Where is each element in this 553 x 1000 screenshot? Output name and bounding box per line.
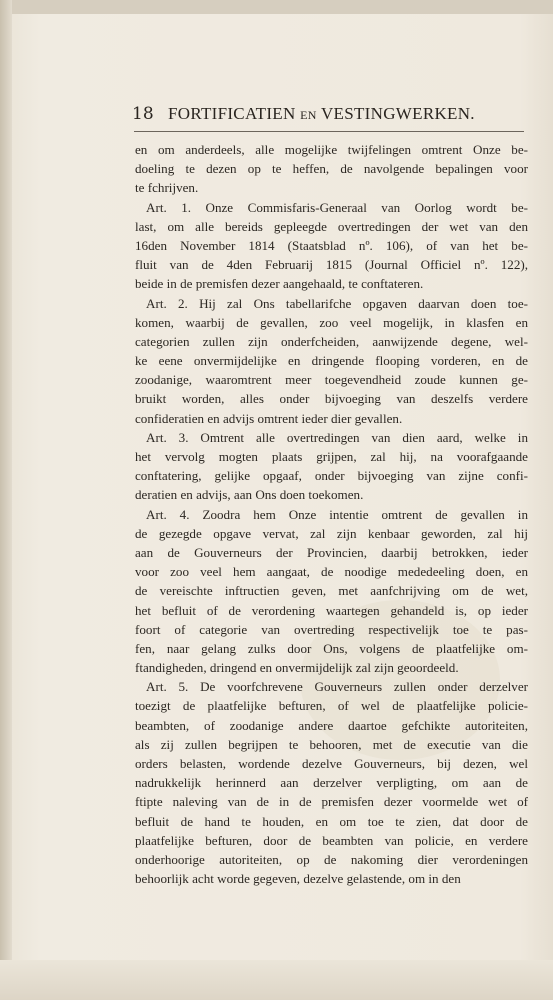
text-line: ftandigheden, dringend en onvermijdelijk zal zijn geoordeeld. — [135, 660, 459, 676]
text-line: confideratien en advijs omtrent ieder dier gevallen. — [135, 410, 403, 426]
text-line: Art. 2. Hij zal Ons tabellarifche opgaven daarvan doen toe- — [146, 295, 528, 311]
text-line: aan de Gouverneurs der Provincien, daarbij betrokken, ieder — [135, 544, 528, 560]
text-line: ftipte naleving van de in de premisfen dezer voormelde wet of — [135, 794, 528, 810]
text-line: last, om alle bereids gepleegde overtredingen der wet van den — [135, 218, 528, 234]
text-line: Art. 3. Omtrent alle overtredingen van dien aard, welke in — [146, 429, 528, 445]
text-line: beambten, of zoodanige andere daartoe gefchikte autoriteiten, — [135, 717, 528, 733]
text-line: Art. 5. De voorfchrevene Gouverneurs zullen onder derzelver — [146, 679, 528, 695]
running-head — [168, 104, 475, 124]
text-line: doeling te dezen op te heffen, de navolgende bepalingen voor — [135, 161, 528, 177]
text-line: toezigt de plaatfelijke befturen, of wel de plaatfelijke policie- — [135, 698, 528, 714]
text-line: fen, naar gelang zulks door Ons, volgens de plaatfelijke om- — [135, 640, 528, 656]
text-line: 16den November 1814 (Staatsblad nº. 106), of van het be- — [135, 237, 528, 253]
text-line: het befluit of de verordening waartegen gehandeld is, op ieder — [135, 602, 528, 618]
page-number: 18 — [132, 104, 154, 124]
page-bottom-margin — [0, 960, 553, 1000]
text-line: orders belasten, wordende dezelve Gouverneurs, bij dezen, wel — [135, 756, 528, 771]
running-head-title: FORTIFICATIEN — [168, 104, 296, 123]
text-line: behoorlijk acht worde gegeven, dezelve gelastende, om in den — [135, 871, 461, 887]
header-rule — [134, 131, 524, 132]
text-line: ke eene onvermijdelijke en dringende flooping vorderen, en de — [135, 353, 528, 369]
text-line: te fchrijven. — [135, 180, 199, 196]
text-line: de vereischte inftructien geven, met aanfchrijving om de wet, — [135, 583, 528, 599]
running-head-conj: EN — [300, 108, 317, 122]
body-text — [135, 140, 528, 888]
text-line: de gezegde opgave vervat, zal zijn kenbaar geworden, zal hij — [135, 525, 528, 541]
text-line: Art. 4. Zoodra hem Onze intentie omtrent de gevallen in — [146, 506, 528, 522]
text-line: foort of categorie van overtreding respectivelijk toe te pas- — [135, 621, 528, 637]
text-line: voor zoo veel hem aangaat, de noodige mededeeling doen, en — [135, 564, 528, 580]
text-line: als zij zullen begrijpen te behooren, met de executie van die — [135, 736, 528, 752]
text-line: zoodanige, waaromtrent meer toegevendheid zoude kunnen ge- — [135, 372, 528, 388]
text-line: fluit van de 4den Februarij 1815 (Journal Officiel nº. 122), — [135, 257, 528, 273]
running-head-tail: VESTINGWERKEN. — [320, 104, 475, 123]
page-top-edge — [0, 0, 553, 14]
text-line: conftatering, gelijke opgaaf, onder bijvoeging van zijne confi- — [135, 468, 528, 484]
text-line: Art. 1. Onze Commisfaris-Generaal van Oorlog wordt be- — [146, 199, 528, 215]
text-line: het vervolg mogten plaats grijpen, zal hij, na voorafgaande — [135, 449, 528, 464]
text-line: en om anderdeels, alle mogelijke twijfelingen omtrent Onze be- — [135, 142, 528, 157]
text-line: bruikt worden, alles onder bijvoeging van deszelfs verdere — [135, 391, 528, 407]
text-line: nadrukkelijk herinnerd aan derzelver verpligting, om aan de — [135, 775, 528, 791]
page-gutter — [0, 0, 12, 1000]
text-line: plaatfelijke befturen, door de beambten van policie, en verdere — [135, 832, 528, 848]
text-line: deratien en advijs, aan Ons doen toekomen. — [135, 487, 364, 503]
text-line: komen, waarbij de gevallen, zoo veel mogelijk, in klasfen en — [135, 314, 528, 330]
page-header — [132, 104, 532, 130]
text-line: beide in de premisfen dezer aangehaald, te conftateren. — [135, 276, 424, 292]
text-line: onderhoorige autoriteiten, op de nakoming dier verordeningen — [135, 851, 528, 867]
text-line: categorien zullen zijn onderfcheiden, aanwijzende degene, wel- — [135, 333, 528, 349]
text-line: befluit de hand te houden, en om toe te zien, dat door de — [135, 813, 528, 829]
